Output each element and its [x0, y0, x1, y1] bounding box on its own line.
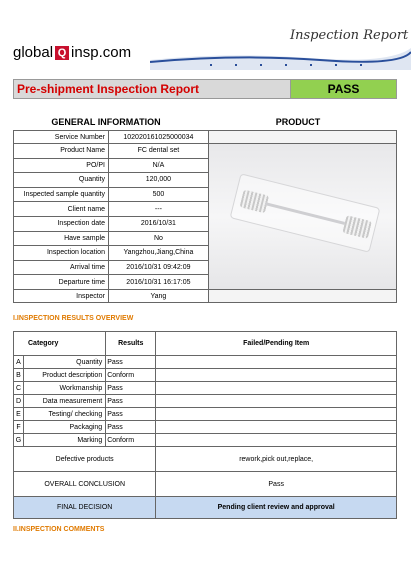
- overall-row: [14, 472, 397, 497]
- info-value: 102020161025000034: [108, 131, 208, 144]
- row-pending: [156, 369, 397, 382]
- row-letter: E: [14, 408, 24, 421]
- row-pending: [156, 434, 397, 447]
- row-pending: [156, 421, 397, 434]
- report-title: Pre-shipment Inspection Report: [14, 80, 290, 98]
- info-label: Inspection location: [14, 246, 109, 261]
- general-info-table: [13, 130, 397, 303]
- row-category: Testing/ checking: [24, 408, 106, 421]
- row-category: Quantity: [24, 356, 106, 369]
- results-row: [14, 395, 397, 408]
- final-decision-row: [14, 497, 397, 519]
- comments-section-title: II.INSPECTION COMMENTS: [13, 526, 105, 533]
- info-value: Yang: [108, 290, 208, 303]
- info-value: 2016/10/31: [108, 216, 208, 231]
- row-letter: G: [14, 434, 24, 447]
- header-wave-graphic: [150, 42, 411, 70]
- results-row: [14, 421, 397, 434]
- results-row: [14, 382, 397, 395]
- product-image: [209, 144, 396, 289]
- results-table: [13, 331, 397, 519]
- info-label: Have sample: [14, 231, 109, 246]
- general-info-heading: GENERAL INFORMATION: [51, 117, 161, 127]
- row-category: Packaging: [24, 421, 106, 434]
- results-section-title: I.INSPECTION RESULTS OVERVIEW: [13, 315, 134, 322]
- product-coil-shape: [342, 215, 372, 239]
- final-value: Pending client review and approval: [156, 497, 397, 519]
- row-category: Workmanship: [24, 382, 106, 395]
- info-label: Client name: [14, 202, 109, 217]
- report-label: Inspection Report: [290, 28, 409, 43]
- info-value: 120,000: [108, 173, 208, 188]
- info-value: 2016/10/31 09:42:09: [108, 260, 208, 275]
- defective-row: [14, 447, 397, 472]
- results-header-row: [14, 332, 397, 356]
- results-row: [14, 434, 397, 447]
- row-category: Marking: [24, 434, 106, 447]
- info-label: Arrival time: [14, 260, 109, 275]
- row-result: Conform: [106, 369, 156, 382]
- info-label: Product Name: [14, 144, 109, 159]
- row-category: Data measurement: [24, 395, 106, 408]
- row-category: Product description: [24, 369, 106, 382]
- product-photo-top-cell: [208, 131, 396, 144]
- row-pending: [156, 382, 397, 395]
- info-label: Inspector: [14, 290, 109, 303]
- verdict-badge: PASS: [290, 80, 396, 98]
- product-bag-shape: [229, 173, 380, 252]
- title-bar: [13, 79, 397, 99]
- product-photo: [208, 144, 396, 290]
- overall-label: OVERALL CONCLUSION: [14, 472, 156, 497]
- info-row: [14, 144, 397, 159]
- final-label: FINAL DECISION: [14, 497, 156, 519]
- row-result: Pass: [106, 356, 156, 369]
- row-result: Pass: [106, 408, 156, 421]
- info-value: ---: [108, 202, 208, 217]
- row-letter: B: [14, 369, 24, 382]
- row-pending: [156, 395, 397, 408]
- product-handle-shape: [265, 202, 345, 225]
- general-info-heading-row: [13, 117, 397, 127]
- row-result: Pass: [106, 395, 156, 408]
- info-value: N/A: [108, 158, 208, 173]
- product-photo-bottom-cell: [208, 290, 396, 303]
- logo-mark-icon: Q: [55, 46, 69, 60]
- row-letter: F: [14, 421, 24, 434]
- info-value: FC dental set: [108, 144, 208, 159]
- row-letter: C: [14, 382, 24, 395]
- info-row: [14, 131, 397, 144]
- product-heading: PRODUCT: [275, 117, 321, 127]
- report-header: [0, 0, 411, 74]
- defective-value: rework,pick out,replace,: [156, 447, 397, 472]
- info-label: Departure time: [14, 275, 109, 290]
- info-label: Inspection date: [14, 216, 109, 231]
- info-value: No: [108, 231, 208, 246]
- info-label: PO/PI: [14, 158, 109, 173]
- row-result: Pass: [106, 421, 156, 434]
- results-header: Results: [106, 332, 156, 356]
- logo-prefix: global: [13, 44, 54, 61]
- row-pending: [156, 408, 397, 421]
- info-value: 2016/10/31 16:17:05: [108, 275, 208, 290]
- info-label: Inspected sample quantity: [14, 187, 109, 202]
- row-letter: D: [14, 395, 24, 408]
- company-logo: [13, 44, 131, 61]
- info-row: [14, 290, 397, 303]
- results-row: [14, 356, 397, 369]
- info-label: Quantity: [14, 173, 109, 188]
- category-header: Category: [14, 332, 106, 356]
- overall-value: Pass: [156, 472, 397, 497]
- info-value: Yangzhou,Jiang,China: [108, 246, 208, 261]
- row-letter: A: [14, 356, 24, 369]
- row-result: Pass: [106, 382, 156, 395]
- info-value: 500: [108, 187, 208, 202]
- info-label: Service Number: [14, 131, 109, 144]
- logo-suffix: insp.com: [71, 44, 132, 61]
- pending-header: Failed/Pending Item: [156, 332, 397, 356]
- defective-label: Defective products: [14, 447, 156, 472]
- results-row: [14, 408, 397, 421]
- results-row: [14, 369, 397, 382]
- row-result: Conform: [106, 434, 156, 447]
- row-pending: [156, 356, 397, 369]
